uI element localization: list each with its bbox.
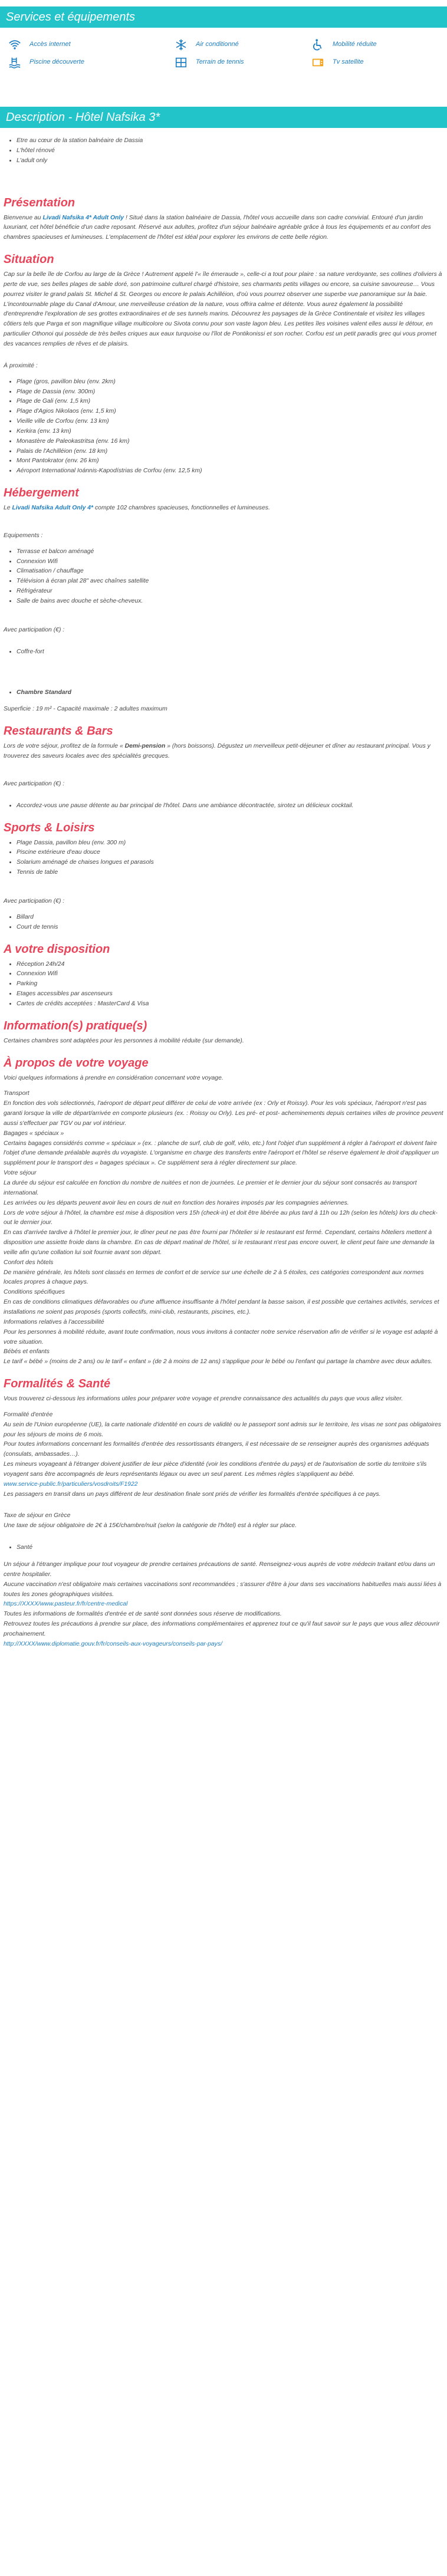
list-item: • Parking [17,979,443,989]
service-internet [0,36,166,54]
list-item: • L'hôtel rénové [17,146,443,156]
participation-label: Avec participation (€) : [4,626,65,633]
voyage-paragraph: Pour les personnes à mobilité réduite, avant toute confirmation, nous vous invitons à contacter notre service réservation afin de vérifier si le voyage est adapté à votre situation. [4,1328,438,1345]
formula-name: Demi-pension [124,743,166,750]
service-reduced-mobility [303,36,447,54]
formalites-paragraph: Vous trouverez ci-dessous les informations utiles pour préparer votre voyage et prendre connaissance des actualités du pays que vous allez visiter. [4,1396,403,1403]
proximity-list [4,377,443,476]
text-fragment: Lors de votre séjour, profitez de la formule « [4,743,125,750]
presentation-heading: Présentation [4,196,75,209]
wifi-icon [8,38,21,51]
list-item: • Etre au cœur de la station balnéaire de Dassia [17,136,443,146]
list-item: • Connexion Wifi [17,557,443,567]
list-item: • Terrasse et balcon aménagé [17,547,443,557]
text-fragment: Bienvenue au [4,214,43,221]
list-item: • Climatisation / chauffage [17,567,443,577]
list-item: • Vieille ville de Corfou (env. 13 km) [17,417,443,427]
sante-paragraph: Un séjour à l'étranger implique pour tout voyageur de prendre certaines précautions de santé. Renseignez-vous auprès de votre médecin traitant et/ou dans un centre hospitalier. [4,1561,435,1578]
list-item: • Réception 24h/24 [17,960,443,970]
snowflake-icon [175,38,188,51]
voyage-paragraph: Confort des hôtels [4,1259,54,1266]
description-banner [0,107,447,128]
sante-paragraph: Aucune vaccination n'est obligatoire mais certaines vaccinations sont recommandées ; s'assurer d'être à jour dans ses vaccinations habituelles mais aussi liées à toutes les zones géographiques visitées. [4,1581,442,1598]
pool-icon [8,56,21,69]
hebergement-text [4,504,443,514]
list-item: • Plage Dassia, pavillon bleu (env. 300 m) [17,838,443,848]
services-title: Services et équipements [6,11,136,24]
description-bullets [4,136,443,166]
voyage-body [4,1089,443,1367]
list-item: • Aéroport International Ioánnis-Kapodístrias de Corfou (env. 12,5 km) [17,466,443,476]
list-item: • Etages accessibles par ascenseurs [17,989,443,999]
formalites-paragraph: Les mineurs voyageant à l'étranger doivent justifier de leur pièce d'identité (voir les conditions d'entrée du pays) et de l'autorisation de sortie du territoire s'ils voyagent sans être accompagnés de leurs représentants légaux ou avec un seul parent. Les mêmes règles s'appliquent au bébé. [4,1461,427,1478]
voyage-paragraph: Certains bagages considérés comme « spéciaux » (ex. : planche de surf, club de golf, vélo, etc.) font l'objet d'un supplément à régler à l'aéroport et doivent faire l'objet d'une demande préalable auprès du voyagiste. L'organisme en charge des transferts entre l'aéroport et l'hôtel se réserve également le droit d'appliquer un supplément pour le transport des « bagages spéciaux ». Ce supplément sera à régler directement sur place. [4,1140,439,1167]
sante-paragraph: Toutes les informations de formalités d'entrée et de santé sont données sous réserve de modifications. [4,1611,282,1618]
description-title: Description - Hôtel Nafsika 3* [6,111,160,124]
list-item: • Tennis de table [17,868,443,878]
service-label: Terrain de tennis [196,58,244,66]
disposition-heading: A votre disposition [4,942,110,956]
list-item: • Santé [17,1543,443,1553]
service-tv [303,54,447,71]
list-item: • Plage d'Agios Nikolaos (env. 1,5 km) [17,407,443,417]
content [0,136,447,1650]
sante-link[interactable]: http://XXXX/www.diplomatie.gouv.fr/fr/conseils-aux-voyageurs/conseils-par-pays/ [4,1640,222,1647]
voyage-paragraph: De manière générale, les hôtels sont classés en termes de confort et de service sur une échelle de 2 à 5 étoiles, ces catégories correspondent aux normes locales propres à chaque pays. [4,1269,424,1286]
list-item: • Plage de Gali (env. 1,5 km) [17,397,443,407]
hotel-name: Livadi Nafsika Adult Only 4* [12,505,94,512]
voyage-paragraph: Le tarif « bébé » (moins de 2 ans) ou le tarif « enfant » (de 2 à moins de 12 ans) s'applique pour le bébé ou l'enfant qui partage la chambre avec deux adultes. [4,1358,433,1366]
list-item: • Palais de l'Achilléion (env. 18 km) [17,447,443,457]
text-fragment: ! Situé dans la station balnéaire de Dassia, l'hôtel vous accueille dans son cadre convivial. Entouré d'un jardin luxuriant, cet hôtel bénéficie d'un cadre reposant. Réservé aux adultes, profitez d'un séjour balnéaire agréable grâce à tous les équipements et au confort des chambres spacieuses et lumineuses. L'emplacement de l'hôtel est idéal pour explorer les environs de cette belle région. [4,214,431,241]
voyage-paragraph: Transport [4,1090,29,1097]
disposition-list [4,960,443,1009]
taxe-text: Une taxe de séjour obligatoire de 2€ à 15€/chambre/nuit (selon la catégorie de l'hôtel) est à régler sur place. [4,1522,297,1529]
list-item: • Connexion Wifi [17,969,443,979]
list-item: • Cartes de crédits acceptées : MasterCard & Visa [17,999,443,1009]
presentation-text [4,213,443,244]
voyage-paragraph: Votre séjour [4,1170,37,1177]
room-type-list [4,688,443,698]
informations-text: Certaines chambres sont adaptées pour les personnes à mobilité réduite (sur demande). [4,1037,244,1044]
voyage-paragraph: En fonction des vols sélectionnés, l'aéroport de départ peut différer de celui de votre arrivée (ex : Orly et Roissy). Pour les vols spéciaux, l'aéroport n'est pas garanti lorsque la ville de départ/arrivée en comporte plusieurs (ex. : Roissy ou Orly). Les pré- et post- acheminements depuis certaines villes de province peuvent aussi s'effectuer par TGV ou par vol intérieur. [4,1100,443,1127]
text-fragment: » (hors boissons). Dégustez un merveilleux petit-déjeuner et dîner au restaurant principal. Vous y trouverez des saveurs locales avec des spécialités grecques. [4,743,430,760]
voyage-paragraph: Les arrivées ou les départs peuvent avoir lieu en cours de nuit en fonction des horaires imposés par les compagnies aériennes. [4,1199,349,1206]
voyage-paragraph: Lors de votre séjour à l'hôtel, la chambre est mise à disposition vers 15h (check-in) et doit être libérée au plus tard à 11h ou 12h (selon les hôtels) lors du check-out le dernier jour. [4,1209,438,1226]
hotel-name: Livadi Nafsika 4* Adult Only [42,214,124,221]
list-item: • Salle de bains avec douche et sèche-cheveux. [17,597,443,607]
service-label: Air conditionné [196,41,239,48]
situation-heading: Situation [4,253,54,267]
room-info: Superficie : 19 m² - Capacité maximale : 2 adultes maximum [4,706,167,713]
sante-link[interactable]: https://XXXX/www.pasteur.fr/fr/centre-medical [4,1601,128,1608]
list-item: • Billard [17,913,443,923]
sports-list [4,838,443,878]
equipements-list [4,547,443,607]
formalites-paragraph: Formalité d'entrée [4,1411,53,1418]
participation-list [4,647,443,657]
list-item: • Plage (gros, pavillon bleu (env. 2km) [17,377,443,387]
list-item: • Piscine extérieure d'eau douce [17,848,443,858]
service-pool [0,54,166,71]
participation-label: Avec participation (€) : [4,897,65,904]
formalites-paragraph: Au sein de l'Union européenne (UE), la carte nationale d'identité en cours de validité ou le passeport sont admis sur le territoire, les visas ne sont pas obligatoires pour les séjours de moins de 6 mois. [4,1421,442,1438]
voyage-paragraph: La durée du séjour est calculée en fonction du nombre de nuitées et non de journées. Le premier et le dernier jour du séjour sont consacrés au transport international. [4,1180,417,1196]
list-item: • Monastère de Paleokastritsa (env. 16 km) [17,437,443,447]
services-grid [0,28,447,77]
voyage-paragraph: En cas de conditions climatiques défavorables ou d'une affluence insuffisante à l'hôtel pendant la basse saison, il est possible que certaines activités, services et installations ne soient pas proposés (sports collectifs, mini-club, restaurants, piscines, etc.). [4,1299,439,1315]
list-item: • Plage de Dassia (env. 300m) [17,387,443,397]
room-type: • Chambre Standard [17,688,443,698]
list-item: • L'adult only [17,156,443,166]
service-label: Mobilité réduite [333,41,377,48]
service-tennis [166,54,303,71]
taxe-label: Taxe de séjour en Grèce [4,1512,71,1519]
voyage-heading: À propos de votre voyage [4,1056,149,1070]
wheelchair-icon [311,38,324,51]
voyage-paragraph: Conditions spécifiques [4,1289,65,1296]
list-item: • Court de tennis [17,923,443,933]
restaurants-heading: Restaurants & Bars [4,725,113,738]
situation-text: Cap sur la belle île de Corfou au large de la Grèce ! Autrement appelé l'« île émeraude », celle-ci a tout pour plaire : sa nature verdoyante, ses collines d'oliviers à perte de vue, ses belles plages de sable doré, son patrimoine culturel chargé d'histoire, ses charmants petits villages ou encore, sa cuisine savoureuse… Vous pourrez visiter le grand palais St. Michel & St. Georges ou encore le palais Achilléion, d'où vous pourrez observer une superbe vue panoramique sur la baie. L'incontournable plage du Canal d'Amour, une merveilleuse création de la nature, vous offrira calme et détente. Vous aurez également la possibilité d'entreprendre l'exploration de ses grottes extraordinaires et de ses tunnels marins. Découvrez les paysages de la Grèce Continentale et visitez les villages côtiers tels que Parga et son magnifique village multicolore ou Sivota connu pour son vaste lagon bleu. Les petites îles voisines valent elles aussi le détour, en particulier Othonoi qui possède de très belles criques aux eaux turquoise ou l'îlot de Pontikonissi et son rocher. Corfou est un petit paradis grec qui vous promet des vacances remplies de rêves et de plaisirs. [4,271,442,347]
list-item: • Accordez-vous une pause détente au bar principal de l'hôtel. Dans une ambiance décontractée, sirotez un délicieux cocktail. [17,801,443,811]
formalites-paragraph: Les passagers en transit dans un pays différent de leur destination finale sont priés de vérifier les formalités d'entrée spécifiques à ce pays. [4,1491,381,1498]
restaurants-text [4,742,443,762]
proximity-label: À proximité : [4,362,38,369]
hebergement-heading: Hébergement [4,486,79,500]
list-item: • Mont Pantokrator (env. 26 km) [17,456,443,466]
list-item: • Réfrigérateur [17,587,443,597]
list-item: • Solarium aménagé de chaises longues et parasols [17,858,443,868]
formalites-link[interactable]: www.service-public.fr/particuliers/vosdroits/F1922 [4,1481,138,1488]
sante-paragraph: Retrouvez toutes les précautions à prendre sur place, des informations complémentaires et apprenez tout ce qu'il faut savoir sur le pays que vous allez découvrir prochainement. [4,1621,440,1637]
equipements-label: Equipements : [4,532,43,539]
service-label: Tv satellite [333,58,364,66]
formalites-heading: Formalités & Santé [4,1377,111,1391]
list-item: • Kerkira (env. 13 km) [17,427,443,437]
service-label: Accès internet [29,41,71,48]
formalites-paragraph: Pour toutes informations concernant les formalités d'entrée des ressortissants étrangers, il est nécessaire de se renseigner auprès des organismes adéquats (consulats, ambassades…). [4,1441,429,1458]
service-label: Piscine découverte [29,58,84,66]
voyage-paragraph: Informations relatives à l'accessibilité [4,1318,104,1325]
service-air-conditioning [166,36,303,54]
text-fragment: Le [4,505,12,512]
tv-icon [311,56,324,69]
voyage-paragraph: Bagages « spéciaux » [4,1130,64,1137]
voyage-paragraph: Bébés et enfants [4,1348,50,1356]
services-banner [0,6,447,28]
list-item: • Coffre-fort [17,647,443,657]
page [0,6,447,1662]
participation-list [4,801,443,811]
voyage-paragraph: En cas d'arrivée tardive à l'hôtel le premier jour, le dîner peut ne pas être fourni par l'hôtelier si le restaurant est fermé. Cependant, certains hôteliers mettent à disposition une assiette froide dans la chambre. En cas de départ matinal de l'hôtel, si le restaurant n'est pas encore ouvert, le client peut faire une demande la veille afin qu'une collation lui soit fournie avant son départ. [4,1229,435,1256]
sports-heading: Sports & Loisirs [4,821,95,834]
list-item: • Télévision à écran plat 28" avec chaînes satellite [17,577,443,587]
participation-list [4,913,443,933]
text-fragment: compte 102 chambres spacieuses, fonctionnelles et lumineuses. [93,505,270,512]
tennis-icon [175,56,188,69]
voyage-intro: Voici quelques informations à prendre en considération concernant votre voyage. [4,1074,224,1081]
informations-heading: Information(s) pratique(s) [4,1019,147,1032]
participation-label: Avec participation (€) : [4,780,65,787]
sante-list [4,1543,443,1553]
